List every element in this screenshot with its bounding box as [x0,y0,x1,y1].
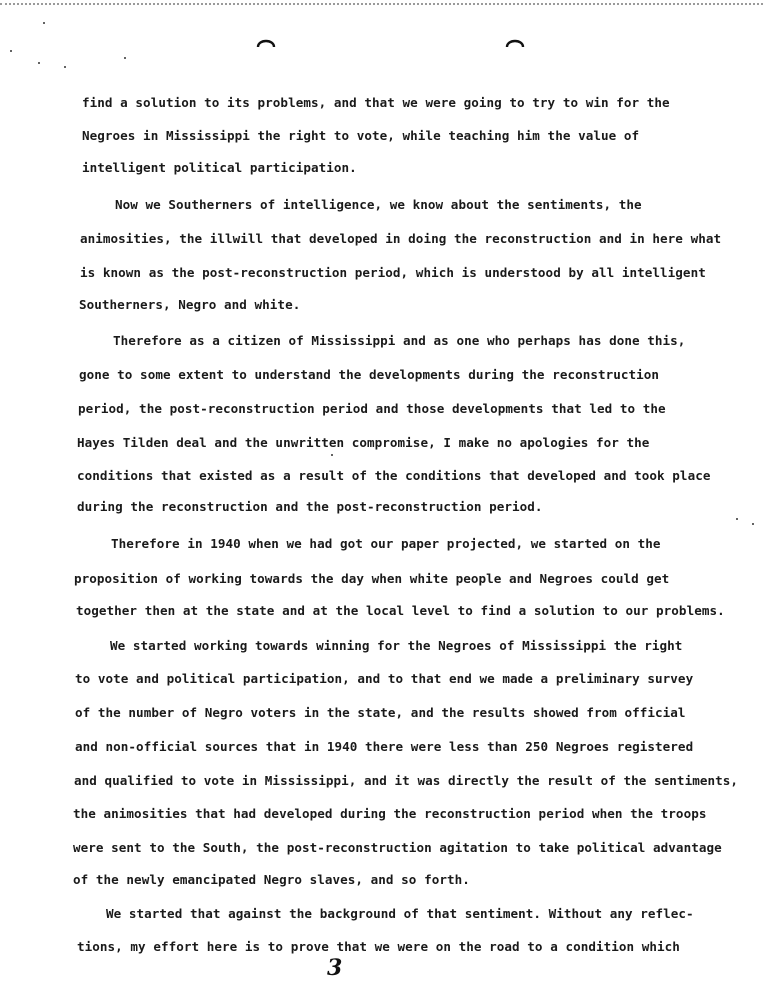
text-line: of the newly emancipated Negro slaves, and so forth. [73,872,470,887]
text-line: period, the post-reconstruction period and those developments that led to the [78,401,666,416]
text-line: Hayes Tilden deal and the unwritten compromise, I make no apologies for the [77,435,650,450]
text-line: to vote and political participation, and to that end we made a preliminary survey [75,671,694,686]
text-line: Southerners, Negro and white. [79,297,301,312]
text-line: and qualified to vote in Mississippi, and it was directly the result of the sentiments, [74,773,738,788]
text-line: We started that against the background of that sentiment. Without any reflec- [106,906,694,921]
text-line: of the number of Negro voters in the state, and the results showed from official [75,705,686,720]
text-line: gone to some extent to understand the developments during the reconstruction [79,367,660,382]
text-line: the animosities that had developed during the reconstruction period when the troops [73,806,707,821]
text-line: tions, my effort here is to prove that we were on the road to a condition which [77,939,680,954]
text-line: were sent to the South, the post-reconstruction agitation to take political advantage [73,840,722,855]
text-line: animosities, the illwill that developed in doing the reconstruction and in here what [80,231,722,246]
text-line: and non-official sources that in 1940 there were less than 250 Negroes registered [75,739,694,754]
text-line: together then at the state and at the local level to find a solution to our problems. [76,603,725,618]
page-number: 3 [327,955,343,981]
text-line: Therefore in 1940 when we had got our paper projected, we started on the [111,536,661,551]
text-line: during the reconstruction and the post-reconstruction period. [77,499,543,514]
text-line: find a solution to its problems, and that we were going to try to win for the [82,95,670,110]
text-line: Now we Southerners of intelligence, we know about the sentiments, the [115,197,642,212]
text-line: We started working towards winning for the Negroes of Mississippi the right [110,638,683,653]
text-line: is known as the post-reconstruction period, which is understood by all intelligent [80,265,706,280]
text-line: Therefore as a citizen of Mississippi and as one who perhaps has done this, [113,333,686,348]
text-line: conditions that existed as a result of the conditions that developed and took place [77,468,711,483]
text-line: intelligent political participation. [82,160,357,175]
text-line: Negroes in Mississippi the right to vote, while teaching him the value of [82,128,640,143]
text-line: proposition of working towards the day when white people and Negroes could get [74,571,670,586]
